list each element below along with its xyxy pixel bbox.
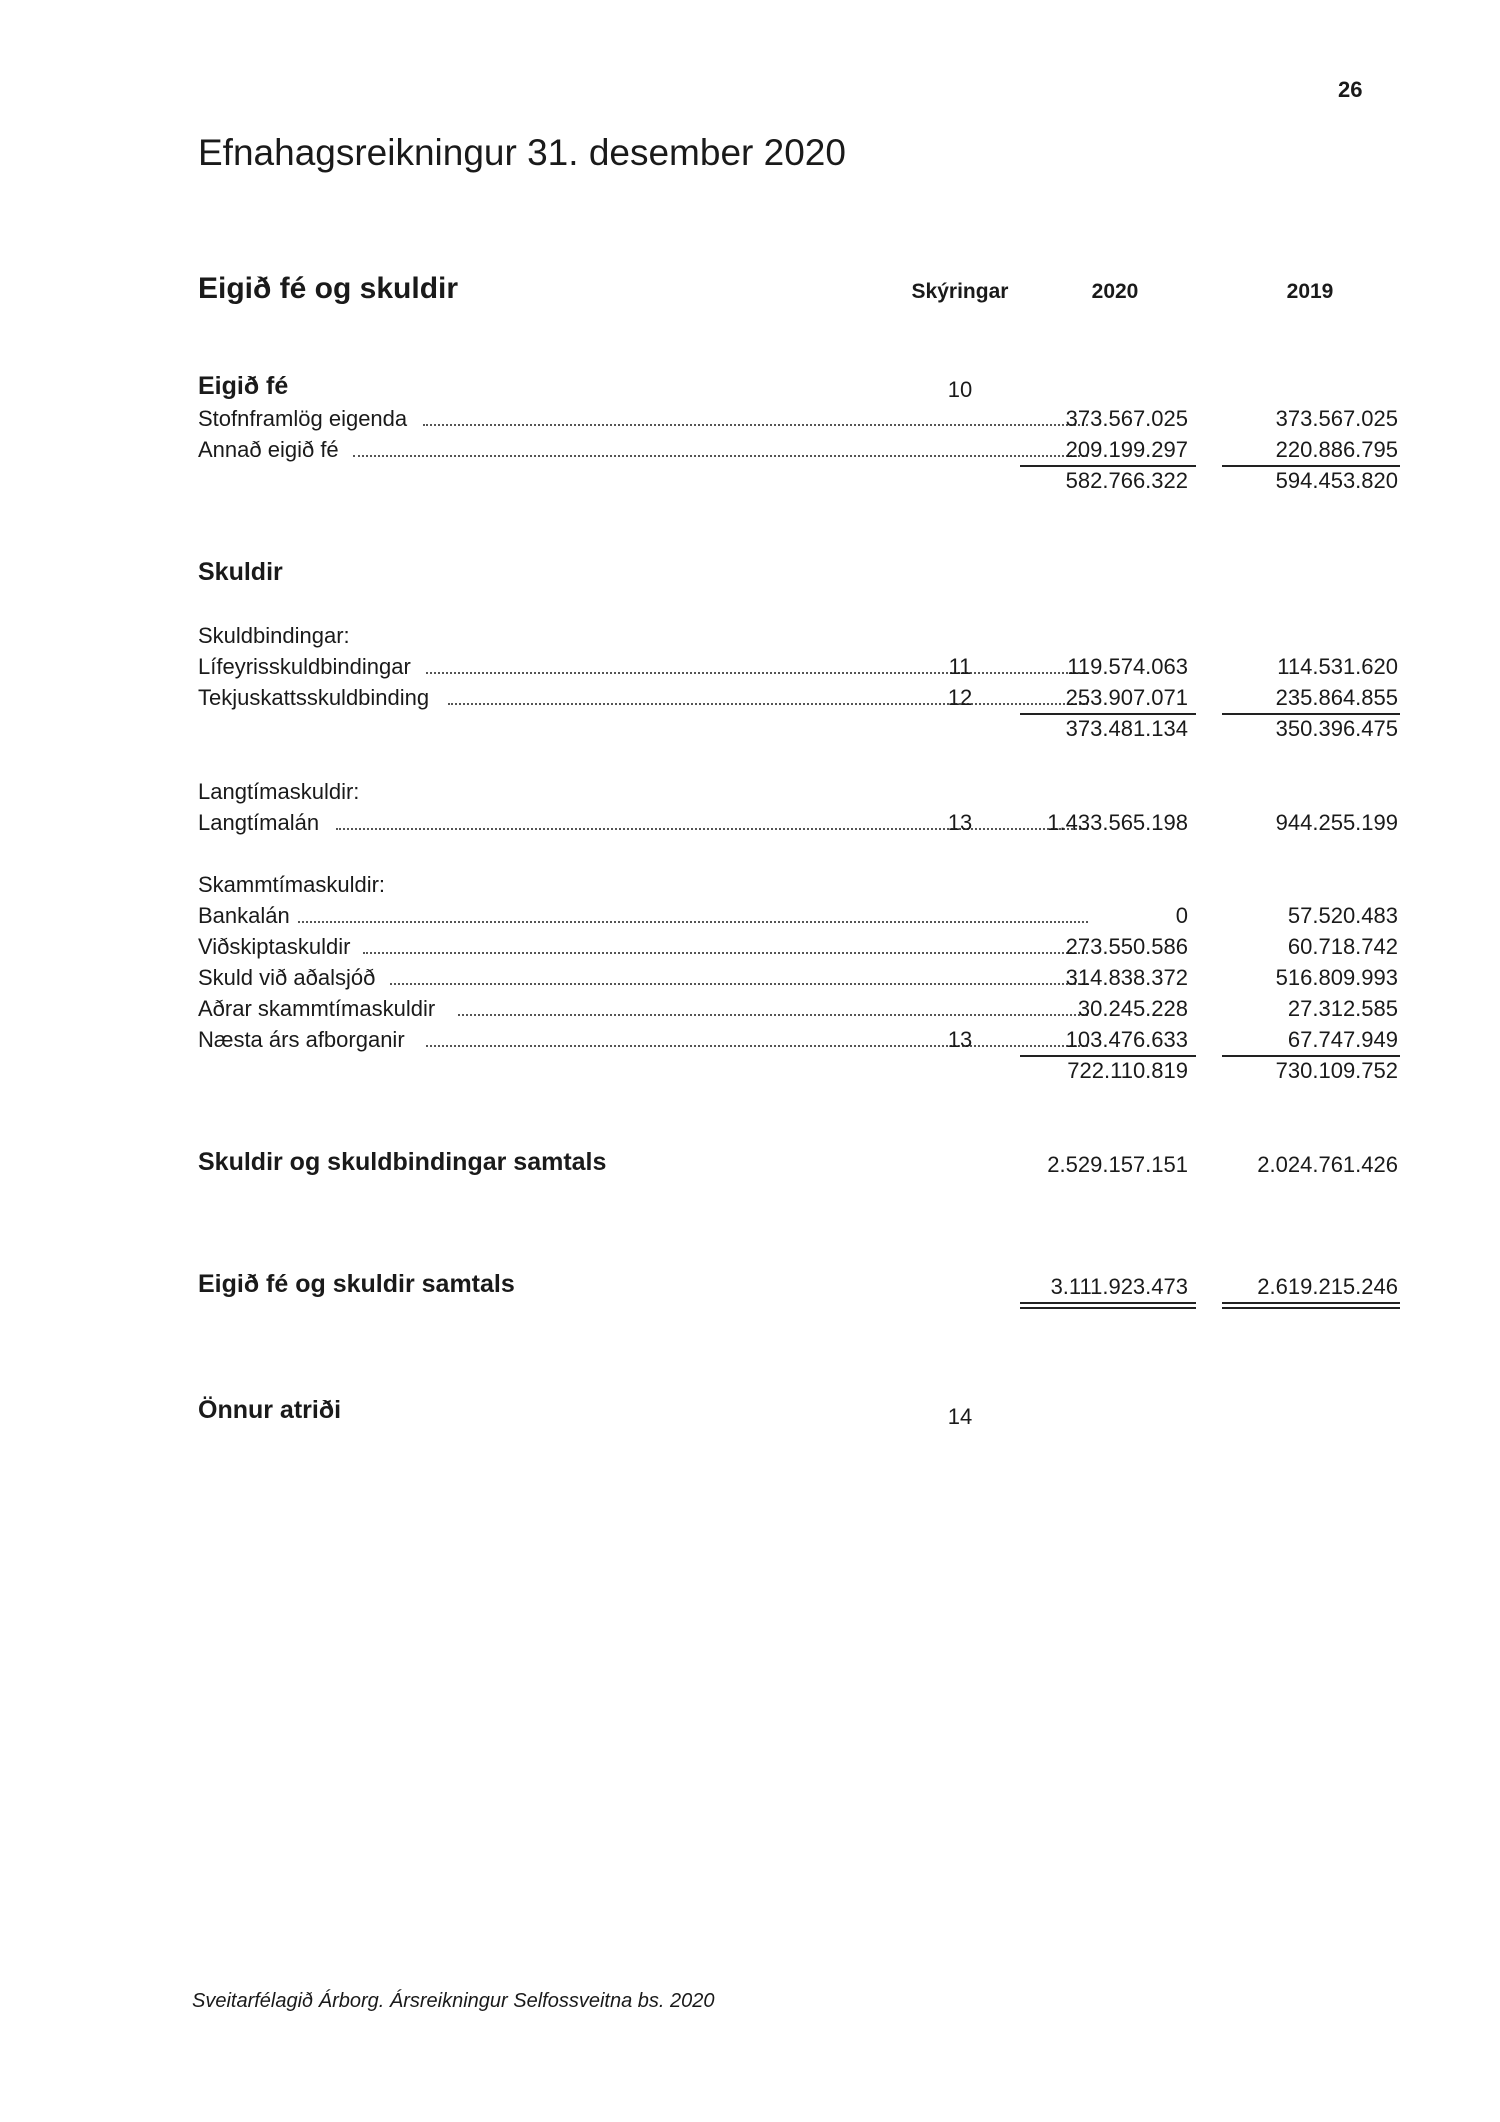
row-value-2019: 27.312.585 (1287, 996, 1398, 1021)
subtotal-rule (1222, 713, 1400, 715)
row-note: 13 (947, 810, 973, 835)
table-row (198, 437, 1398, 467)
table-row (198, 685, 1398, 715)
subtotal-row (198, 1058, 1398, 1088)
row-label: Viðskiptaskuldir (198, 934, 351, 959)
row-value-2019: 944.255.199 (1275, 810, 1398, 835)
total-liabilities-row (198, 1152, 1398, 1182)
equity-note-row (198, 377, 1398, 407)
row-label: Annað eigið fé (198, 437, 339, 462)
page-number: 26 (1338, 77, 1363, 102)
subtotal-rule (1020, 713, 1196, 715)
table-row (198, 903, 1398, 933)
section-title: Eigið fé og skuldir (198, 272, 459, 305)
table-row (198, 406, 1398, 436)
row-label: Bankalán (198, 903, 290, 928)
table-row (198, 654, 1398, 684)
table-row (198, 810, 1398, 840)
row-note: 13 (947, 1027, 973, 1052)
row-note: 11 (948, 654, 972, 679)
other-items-note: 14 (947, 1404, 973, 1429)
grand-total-2019: 2.619.215.246 (1257, 1274, 1398, 1299)
subtotal-2019: 594.453.820 (1275, 468, 1398, 493)
row-value-2020: 314.838.372 (1065, 965, 1188, 990)
row-value-2019: 516.809.993 (1275, 965, 1398, 990)
subtotal-rule (1020, 465, 1196, 467)
row-value-2019: 235.864.855 (1275, 685, 1398, 710)
page-title: Efnahagsreikningur 31. desember 2020 (198, 132, 846, 173)
other-items-label: Önnur atriði (198, 1396, 342, 1424)
row-label: Lífeyrisskuldbindingar (198, 654, 411, 679)
equity-heading: Eigið fé (198, 372, 289, 400)
row-value-2020: 253.907.071 (1065, 685, 1188, 710)
row-label: Stofnframlög eigenda (198, 406, 408, 431)
row-value-2020: 0 (1175, 903, 1188, 928)
row-value-2020: 373.567.025 (1065, 406, 1188, 431)
double-rule (1222, 1307, 1400, 1309)
grand-total-label: Eigið fé og skuldir samtals (198, 1270, 515, 1298)
subtotal-rule (1222, 465, 1400, 467)
row-value-2020: 273.550.586 (1065, 934, 1188, 959)
double-rule (1020, 1307, 1196, 1309)
row-label: Langtímalán (198, 810, 320, 835)
total-liabilities-2019: 2.024.761.426 (1257, 1152, 1398, 1177)
row-value-2020: 119.574.063 (1067, 654, 1188, 679)
column-header-2019: 2019 (1286, 280, 1334, 303)
row-value-2020: 30.245.228 (1077, 996, 1188, 1021)
row-label: Skuld við aðalsjóð (198, 965, 376, 990)
row-value-2019: 373.567.025 (1275, 406, 1398, 431)
column-header-2020: 2020 (1091, 280, 1139, 303)
short-term-heading: Skammtímaskuldir: (198, 872, 386, 897)
other-items-row (198, 1404, 1398, 1434)
row-value-2020: 103.476.633 (1065, 1027, 1188, 1052)
subtotal-2020: 722.110.819 (1067, 1058, 1188, 1083)
liabilities-heading: Skuldir (198, 558, 283, 586)
row-value-2019: 67.747.949 (1287, 1027, 1398, 1052)
footer: Sveitarfélagið Árborg. Ársreikningur Selfossveitna bs. 2020 (192, 1990, 715, 2012)
double-rule (1020, 1302, 1196, 1304)
row-value-2019: 114.531.620 (1277, 654, 1398, 679)
long-term-heading: Langtímaskuldir: (198, 779, 360, 804)
subtotal-row (198, 468, 1398, 498)
row-label: Næsta árs afborganir (198, 1027, 405, 1052)
equity-note: 10 (947, 377, 973, 402)
subtotal-2020: 373.481.134 (1065, 716, 1188, 741)
subtotal-rule (1222, 1055, 1400, 1057)
row-label: Aðrar skammtímaskuldir (198, 996, 436, 1021)
row-value-2019: 220.886.795 (1275, 437, 1398, 462)
total-liabilities-label: Skuldir og skuldbindingar samtals (198, 1148, 607, 1176)
obligations-heading: Skuldbindingar: (198, 623, 350, 648)
grand-total-row (198, 1274, 1398, 1304)
subtotal-rule (1020, 1055, 1196, 1057)
table-row (198, 996, 1398, 1026)
row-value-2020: 209.199.297 (1065, 437, 1188, 462)
grand-total-2020: 3.111.923.473 (1050, 1274, 1188, 1299)
column-header-note: Skýringar (911, 280, 1009, 303)
row-value-2020: 1.433.565.198 (1047, 810, 1188, 835)
table-row (198, 965, 1398, 995)
total-liabilities-2020: 2.529.157.151 (1047, 1152, 1188, 1177)
row-note: 12 (947, 685, 973, 710)
subtotal-row (198, 716, 1398, 746)
subtotal-2019: 350.396.475 (1275, 716, 1398, 741)
table-row (198, 934, 1398, 964)
subtotal-2019: 730.109.752 (1275, 1058, 1398, 1083)
double-rule (1222, 1302, 1400, 1304)
subtotal-2020: 582.766.322 (1065, 468, 1188, 493)
table-row (198, 1027, 1398, 1057)
row-value-2019: 60.718.742 (1287, 934, 1398, 959)
row-value-2019: 57.520.483 (1287, 903, 1398, 928)
row-label: Tekjuskattsskuldbinding (198, 685, 430, 710)
